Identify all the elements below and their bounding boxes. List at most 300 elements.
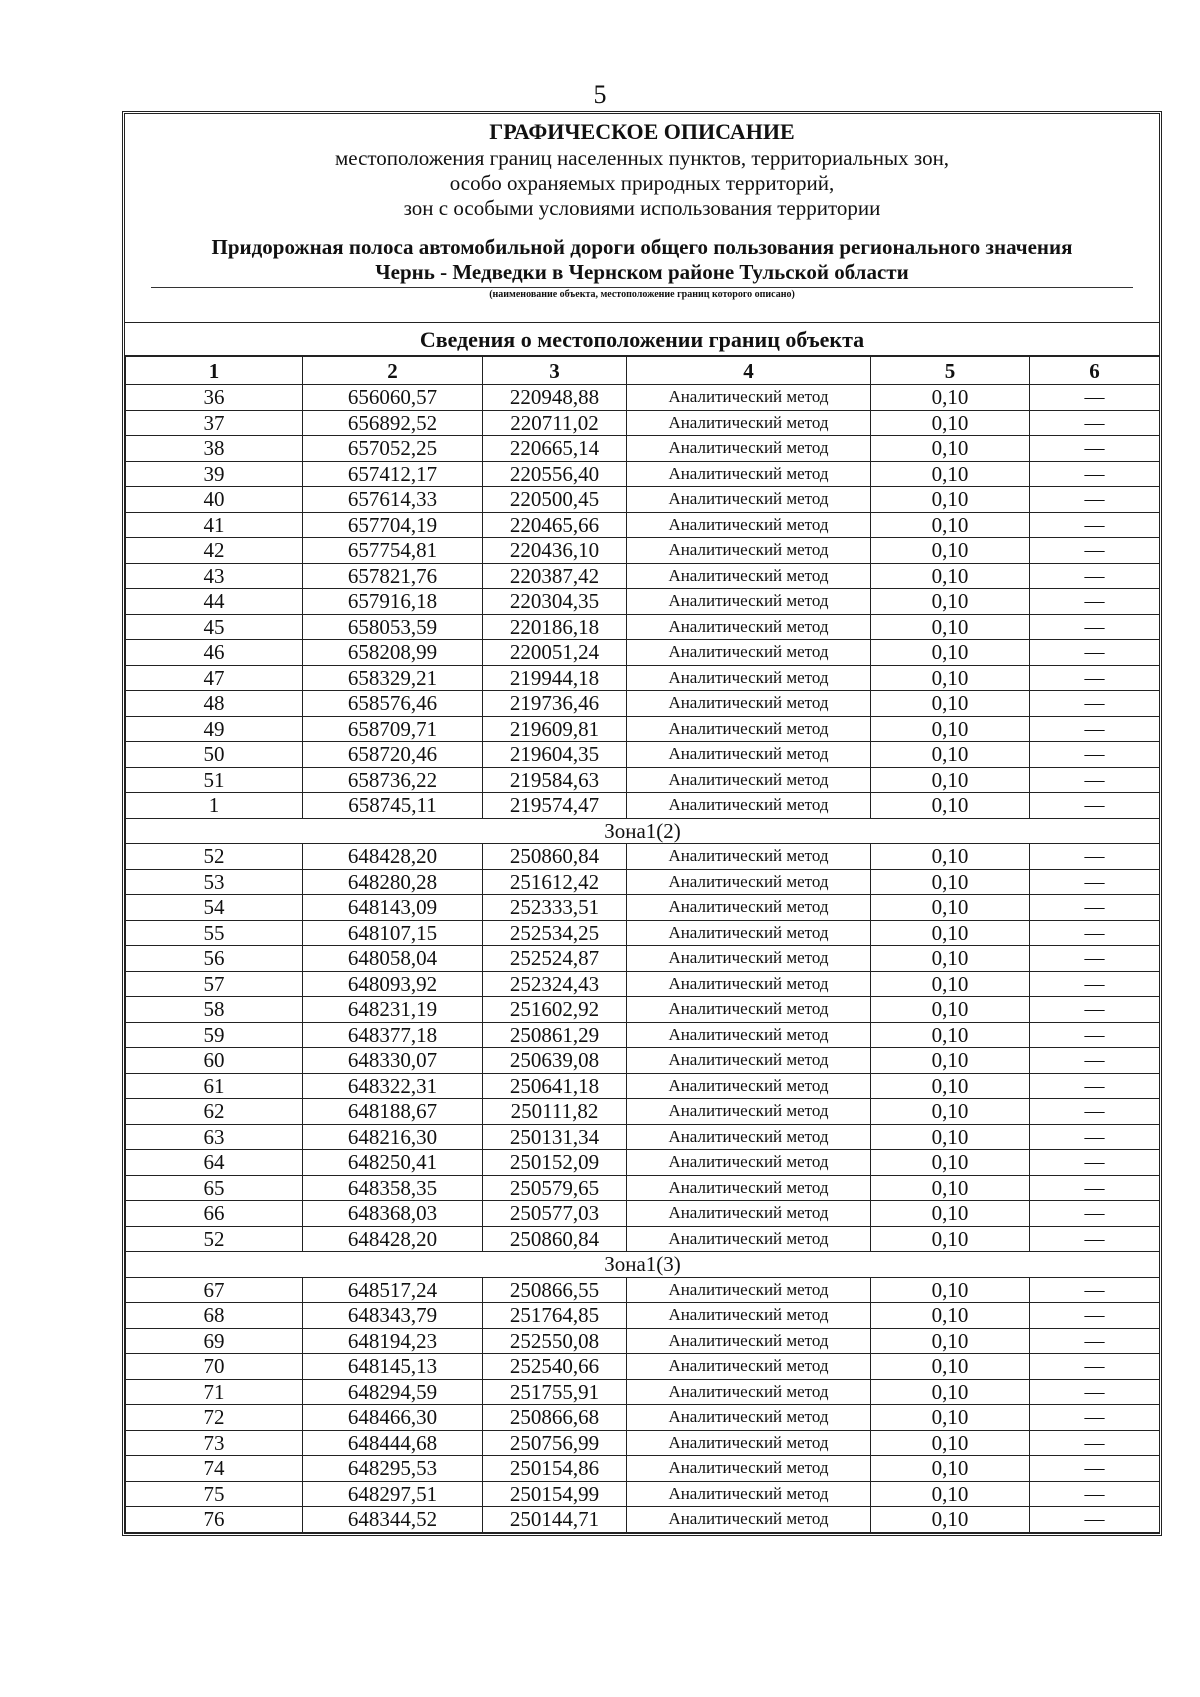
description-cell: — [1030, 767, 1160, 793]
x-coordinate-cell: 658208,99 [303, 640, 483, 666]
y-coordinate-cell: 220500,45 [483, 487, 627, 513]
y-coordinate-cell: 250152,09 [483, 1150, 627, 1176]
zone-row [126, 1252, 1160, 1278]
table-row [126, 563, 1160, 589]
x-coordinate-cell: 648216,30 [303, 1124, 483, 1150]
precision-cell: 0,10 [871, 538, 1030, 564]
x-coordinate-cell: 648444,68 [303, 1430, 483, 1456]
point-number-cell: 59 [126, 1022, 303, 1048]
point-number-cell: 60 [126, 1048, 303, 1074]
method-cell: Аналитический метод [627, 997, 871, 1023]
table-row [126, 1481, 1160, 1507]
method-cell: Аналитический метод [627, 767, 871, 793]
column-header: 2 [303, 356, 483, 385]
description-cell: — [1030, 691, 1160, 717]
precision-cell: 0,10 [871, 716, 1030, 742]
table-row [126, 946, 1160, 972]
subtitle-line: местоположения границ населенных пунктов, территориальных зон, [334, 146, 950, 170]
point-number-cell: 52 [126, 1226, 303, 1252]
table-row [126, 1405, 1160, 1431]
description-cell: — [1030, 1124, 1160, 1150]
table-row [126, 385, 1160, 411]
point-number-cell: 62 [126, 1099, 303, 1125]
method-cell: Аналитический метод [627, 946, 871, 972]
precision-cell: 0,10 [871, 1456, 1030, 1482]
zone-label: Зона1(3) [126, 1252, 1160, 1278]
method-cell: Аналитический метод [627, 410, 871, 436]
description-cell: — [1030, 589, 1160, 615]
table-row [126, 716, 1160, 742]
method-cell: Аналитический метод [627, 1328, 871, 1354]
precision-cell: 0,10 [871, 563, 1030, 589]
y-coordinate-cell: 251612,42 [483, 869, 627, 895]
point-number-cell: 71 [126, 1379, 303, 1405]
method-cell: Аналитический метод [627, 563, 871, 589]
object-name-line: Чернь - Медведки в Чернском районе Тульской области [375, 260, 909, 284]
point-number-cell: 69 [126, 1328, 303, 1354]
y-coordinate-cell: 250641,18 [483, 1073, 627, 1099]
table-row [126, 1175, 1160, 1201]
description-cell: — [1030, 1048, 1160, 1074]
table-row [126, 1124, 1160, 1150]
point-number-cell: 39 [126, 461, 303, 487]
y-coordinate-cell: 219584,63 [483, 767, 627, 793]
description-cell: — [1030, 436, 1160, 462]
description-cell: — [1030, 487, 1160, 513]
table-row [126, 436, 1160, 462]
x-coordinate-cell: 648231,19 [303, 997, 483, 1023]
precision-cell: 0,10 [871, 512, 1030, 538]
description-cell: — [1030, 1201, 1160, 1227]
method-cell: Аналитический метод [627, 1099, 871, 1125]
x-coordinate-cell: 648188,67 [303, 1099, 483, 1125]
point-number-cell: 56 [126, 946, 303, 972]
y-coordinate-cell: 220387,42 [483, 563, 627, 589]
x-coordinate-cell: 648466,30 [303, 1405, 483, 1431]
table-row [126, 1277, 1160, 1303]
table-row [126, 869, 1160, 895]
precision-cell: 0,10 [871, 436, 1030, 462]
point-number-cell: 46 [126, 640, 303, 666]
point-number-cell: 36 [126, 385, 303, 411]
precision-cell: 0,10 [871, 946, 1030, 972]
x-coordinate-cell: 648428,20 [303, 1226, 483, 1252]
table-row [126, 512, 1160, 538]
method-cell: Аналитический метод [627, 436, 871, 462]
x-coordinate-cell: 657821,76 [303, 563, 483, 589]
method-cell: Аналитический метод [627, 512, 871, 538]
table-row [126, 895, 1160, 921]
point-number-cell: 52 [126, 844, 303, 870]
table-row [126, 971, 1160, 997]
y-coordinate-cell: 250860,84 [483, 1226, 627, 1252]
table-row [126, 1354, 1160, 1380]
method-cell: Аналитический метод [627, 1175, 871, 1201]
y-coordinate-cell: 250579,65 [483, 1175, 627, 1201]
method-cell: Аналитический метод [627, 640, 871, 666]
x-coordinate-cell: 656892,52 [303, 410, 483, 436]
description-cell: — [1030, 1303, 1160, 1329]
description-cell: — [1030, 410, 1160, 436]
y-coordinate-cell: 219609,81 [483, 716, 627, 742]
table-row [126, 767, 1160, 793]
table-row [126, 1303, 1160, 1329]
column-header: 3 [483, 356, 627, 385]
description-cell: — [1030, 385, 1160, 411]
column-header: 1 [126, 356, 303, 385]
x-coordinate-cell: 648093,92 [303, 971, 483, 997]
document-header [125, 114, 1159, 355]
method-cell: Аналитический метод [627, 614, 871, 640]
y-coordinate-cell: 250131,34 [483, 1124, 627, 1150]
description-cell: — [1030, 1099, 1160, 1125]
precision-cell: 0,10 [871, 1379, 1030, 1405]
y-coordinate-cell: 250866,55 [483, 1277, 627, 1303]
table-row [126, 691, 1160, 717]
description-cell: — [1030, 614, 1160, 640]
description-cell: — [1030, 1456, 1160, 1482]
precision-cell: 0,10 [871, 767, 1030, 793]
description-cell: — [1030, 640, 1160, 666]
description-cell: — [1030, 1226, 1160, 1252]
table-row [126, 640, 1160, 666]
x-coordinate-cell: 658709,71 [303, 716, 483, 742]
precision-cell: 0,10 [871, 1481, 1030, 1507]
x-coordinate-cell: 648322,31 [303, 1073, 483, 1099]
description-cell: — [1030, 895, 1160, 921]
point-number-cell: 58 [126, 997, 303, 1023]
table-row [126, 410, 1160, 436]
precision-cell: 0,10 [871, 410, 1030, 436]
description-cell: — [1030, 997, 1160, 1023]
table-row [126, 793, 1160, 819]
method-cell: Аналитический метод [627, 1048, 871, 1074]
point-number-cell: 63 [126, 1124, 303, 1150]
precision-cell: 0,10 [871, 385, 1030, 411]
precision-cell: 0,10 [871, 1124, 1030, 1150]
y-coordinate-cell: 250154,86 [483, 1456, 627, 1482]
precision-cell: 0,10 [871, 1354, 1030, 1380]
point-number-cell: 55 [126, 920, 303, 946]
y-coordinate-cell: 219944,18 [483, 665, 627, 691]
precision-cell: 0,10 [871, 589, 1030, 615]
table-row [126, 1150, 1160, 1176]
description-cell: — [1030, 1022, 1160, 1048]
point-number-cell: 43 [126, 563, 303, 589]
coordinates-table [125, 355, 1160, 1533]
table-body [126, 356, 1160, 1532]
method-cell: Аналитический метод [627, 1507, 871, 1533]
y-coordinate-cell: 250639,08 [483, 1048, 627, 1074]
y-coordinate-cell: 250756,99 [483, 1430, 627, 1456]
x-coordinate-cell: 658745,11 [303, 793, 483, 819]
table-row [126, 1022, 1160, 1048]
method-cell: Аналитический метод [627, 1226, 871, 1252]
description-cell: — [1030, 716, 1160, 742]
y-coordinate-cell: 219604,35 [483, 742, 627, 768]
method-cell: Аналитический метод [627, 1456, 871, 1482]
y-coordinate-cell: 220186,18 [483, 614, 627, 640]
precision-cell: 0,10 [871, 1175, 1030, 1201]
point-number-cell: 38 [126, 436, 303, 462]
table-header-row [126, 356, 1160, 385]
point-number-cell: 44 [126, 589, 303, 615]
subtitle-line: особо охраняемых природных территорий, [449, 171, 835, 195]
x-coordinate-cell: 657704,19 [303, 512, 483, 538]
x-coordinate-cell: 658576,46 [303, 691, 483, 717]
x-coordinate-cell: 648358,35 [303, 1175, 483, 1201]
point-number-cell: 45 [126, 614, 303, 640]
zone-label: Зона1(2) [126, 818, 1160, 844]
object-name-line: Придорожная полоса автомобильной дороги общего пользования регионального значения [211, 235, 1073, 259]
point-number-cell: 41 [126, 512, 303, 538]
method-cell: Аналитический метод [627, 1481, 871, 1507]
page-number: 5 [593, 80, 607, 109]
method-cell: Аналитический метод [627, 869, 871, 895]
point-number-cell: 49 [126, 716, 303, 742]
precision-cell: 0,10 [871, 1022, 1030, 1048]
precision-cell: 0,10 [871, 997, 1030, 1023]
method-cell: Аналитический метод [627, 1022, 871, 1048]
precision-cell: 0,10 [871, 869, 1030, 895]
y-coordinate-cell: 250860,84 [483, 844, 627, 870]
x-coordinate-cell: 648517,24 [303, 1277, 483, 1303]
method-cell: Аналитический метод [627, 1379, 871, 1405]
table-row [126, 1430, 1160, 1456]
y-coordinate-cell: 252534,25 [483, 920, 627, 946]
method-cell: Аналитический метод [627, 589, 871, 615]
x-coordinate-cell: 648297,51 [303, 1481, 483, 1507]
description-cell: — [1030, 1175, 1160, 1201]
point-number-cell: 51 [126, 767, 303, 793]
x-coordinate-cell: 657754,81 [303, 538, 483, 564]
point-number-cell: 48 [126, 691, 303, 717]
x-coordinate-cell: 658329,21 [303, 665, 483, 691]
table-row [126, 997, 1160, 1023]
method-cell: Аналитический метод [627, 385, 871, 411]
x-coordinate-cell: 648280,28 [303, 869, 483, 895]
x-coordinate-cell: 648294,59 [303, 1379, 483, 1405]
x-coordinate-cell: 648145,13 [303, 1354, 483, 1380]
precision-cell: 0,10 [871, 971, 1030, 997]
y-coordinate-cell: 251602,92 [483, 997, 627, 1023]
section-title: Сведения о местоположении границ объекта [125, 322, 1159, 355]
point-number-cell: 67 [126, 1277, 303, 1303]
x-coordinate-cell: 648344,52 [303, 1507, 483, 1533]
table-row [126, 1099, 1160, 1125]
y-coordinate-cell: 220051,24 [483, 640, 627, 666]
description-cell: — [1030, 1379, 1160, 1405]
point-number-cell: 53 [126, 869, 303, 895]
table-row [126, 844, 1160, 870]
precision-cell: 0,10 [871, 895, 1030, 921]
precision-cell: 0,10 [871, 793, 1030, 819]
table-row [126, 1048, 1160, 1074]
y-coordinate-cell: 250577,03 [483, 1201, 627, 1227]
method-cell: Аналитический метод [627, 461, 871, 487]
description-cell: — [1030, 742, 1160, 768]
precision-cell: 0,10 [871, 665, 1030, 691]
y-coordinate-cell: 250144,71 [483, 1507, 627, 1533]
precision-cell: 0,10 [871, 1405, 1030, 1431]
point-number-cell: 37 [126, 410, 303, 436]
method-cell: Аналитический метод [627, 1150, 871, 1176]
point-number-cell: 57 [126, 971, 303, 997]
point-number-cell: 40 [126, 487, 303, 513]
precision-cell: 0,10 [871, 461, 1030, 487]
point-number-cell: 1 [126, 793, 303, 819]
x-coordinate-cell: 648107,15 [303, 920, 483, 946]
spacer [125, 302, 1159, 322]
y-coordinate-cell: 252540,66 [483, 1354, 627, 1380]
precision-cell: 0,10 [871, 1226, 1030, 1252]
x-coordinate-cell: 648058,04 [303, 946, 483, 972]
y-coordinate-cell: 219574,47 [483, 793, 627, 819]
description-cell: — [1030, 946, 1160, 972]
y-coordinate-cell: 252333,51 [483, 895, 627, 921]
point-number-cell: 74 [126, 1456, 303, 1482]
x-coordinate-cell: 648194,23 [303, 1328, 483, 1354]
y-coordinate-cell: 252550,08 [483, 1328, 627, 1354]
precision-cell: 0,10 [871, 1328, 1030, 1354]
description-cell: — [1030, 538, 1160, 564]
method-cell: Аналитический метод [627, 1277, 871, 1303]
table-row [126, 665, 1160, 691]
description-cell: — [1030, 563, 1160, 589]
description-cell: — [1030, 869, 1160, 895]
precision-cell: 0,10 [871, 691, 1030, 717]
point-number-cell: 72 [126, 1405, 303, 1431]
x-coordinate-cell: 648428,20 [303, 844, 483, 870]
precision-cell: 0,10 [871, 1507, 1030, 1533]
precision-cell: 0,10 [871, 1150, 1030, 1176]
zone-row [126, 818, 1160, 844]
precision-cell: 0,10 [871, 1430, 1030, 1456]
x-coordinate-cell: 657052,25 [303, 436, 483, 462]
x-coordinate-cell: 658720,46 [303, 742, 483, 768]
object-caption: (наименование объекта, местоположение границ которого описано) [489, 289, 795, 300]
point-number-cell: 54 [126, 895, 303, 921]
point-number-cell: 68 [126, 1303, 303, 1329]
point-number-cell: 65 [126, 1175, 303, 1201]
precision-cell: 0,10 [871, 920, 1030, 946]
x-coordinate-cell: 657614,33 [303, 487, 483, 513]
description-cell: — [1030, 1405, 1160, 1431]
method-cell: Аналитический метод [627, 1303, 871, 1329]
y-coordinate-cell: 220465,66 [483, 512, 627, 538]
precision-cell: 0,10 [871, 1277, 1030, 1303]
table-row [126, 1073, 1160, 1099]
x-coordinate-cell: 656060,57 [303, 385, 483, 411]
y-coordinate-cell: 219736,46 [483, 691, 627, 717]
x-coordinate-cell: 648295,53 [303, 1456, 483, 1482]
column-header: 6 [1030, 356, 1160, 385]
y-coordinate-cell: 252324,43 [483, 971, 627, 997]
description-cell: — [1030, 512, 1160, 538]
table-row [126, 1328, 1160, 1354]
x-coordinate-cell: 657916,18 [303, 589, 483, 615]
point-number-cell: 50 [126, 742, 303, 768]
point-number-cell: 73 [126, 1430, 303, 1456]
table-row [126, 920, 1160, 946]
subtitle-line: зон с особыми условиями использования территории [403, 196, 881, 220]
description-cell: — [1030, 1328, 1160, 1354]
precision-cell: 0,10 [871, 1201, 1030, 1227]
y-coordinate-cell: 250861,29 [483, 1022, 627, 1048]
document-title: ГРАФИЧЕСКОЕ ОПИСАНИЕ [489, 119, 795, 144]
document-frame [122, 111, 1162, 1536]
point-number-cell: 64 [126, 1150, 303, 1176]
precision-cell: 0,10 [871, 1099, 1030, 1125]
precision-cell: 0,10 [871, 844, 1030, 870]
x-coordinate-cell: 648377,18 [303, 1022, 483, 1048]
method-cell: Аналитический метод [627, 920, 871, 946]
x-coordinate-cell: 648343,79 [303, 1303, 483, 1329]
x-coordinate-cell: 648250,41 [303, 1150, 483, 1176]
method-cell: Аналитический метод [627, 895, 871, 921]
precision-cell: 0,10 [871, 1303, 1030, 1329]
method-cell: Аналитический метод [627, 1354, 871, 1380]
y-coordinate-cell: 220665,14 [483, 436, 627, 462]
precision-cell: 0,10 [871, 640, 1030, 666]
table-row [126, 538, 1160, 564]
method-cell: Аналитический метод [627, 691, 871, 717]
method-cell: Аналитический метод [627, 844, 871, 870]
method-cell: Аналитический метод [627, 665, 871, 691]
point-number-cell: 76 [126, 1507, 303, 1533]
y-coordinate-cell: 220556,40 [483, 461, 627, 487]
description-cell: — [1030, 665, 1160, 691]
precision-cell: 0,10 [871, 742, 1030, 768]
table-row [126, 1507, 1160, 1533]
method-cell: Аналитический метод [627, 1073, 871, 1099]
point-number-cell: 75 [126, 1481, 303, 1507]
x-coordinate-cell: 658736,22 [303, 767, 483, 793]
description-cell: — [1030, 793, 1160, 819]
method-cell: Аналитический метод [627, 1124, 871, 1150]
table-row [126, 589, 1160, 615]
method-cell: Аналитический метод [627, 1405, 871, 1431]
point-number-cell: 70 [126, 1354, 303, 1380]
description-cell: — [1030, 1507, 1160, 1533]
precision-cell: 0,10 [871, 1073, 1030, 1099]
method-cell: Аналитический метод [627, 1201, 871, 1227]
description-cell: — [1030, 844, 1160, 870]
table-row [126, 1379, 1160, 1405]
description-cell: — [1030, 1073, 1160, 1099]
y-coordinate-cell: 220711,02 [483, 410, 627, 436]
description-cell: — [1030, 971, 1160, 997]
x-coordinate-cell: 648368,03 [303, 1201, 483, 1227]
table-row [126, 1456, 1160, 1482]
y-coordinate-cell: 220304,35 [483, 589, 627, 615]
y-coordinate-cell: 251764,85 [483, 1303, 627, 1329]
y-coordinate-cell: 251755,91 [483, 1379, 627, 1405]
description-cell: — [1030, 1277, 1160, 1303]
point-number-cell: 66 [126, 1201, 303, 1227]
y-coordinate-cell: 220436,10 [483, 538, 627, 564]
column-header: 4 [627, 356, 871, 385]
y-coordinate-cell: 220948,88 [483, 385, 627, 411]
table-row [126, 1201, 1160, 1227]
precision-cell: 0,10 [871, 487, 1030, 513]
y-coordinate-cell: 252524,87 [483, 946, 627, 972]
method-cell: Аналитический метод [627, 538, 871, 564]
x-coordinate-cell: 648143,09 [303, 895, 483, 921]
method-cell: Аналитический метод [627, 742, 871, 768]
description-cell: — [1030, 1430, 1160, 1456]
description-cell: — [1030, 461, 1160, 487]
